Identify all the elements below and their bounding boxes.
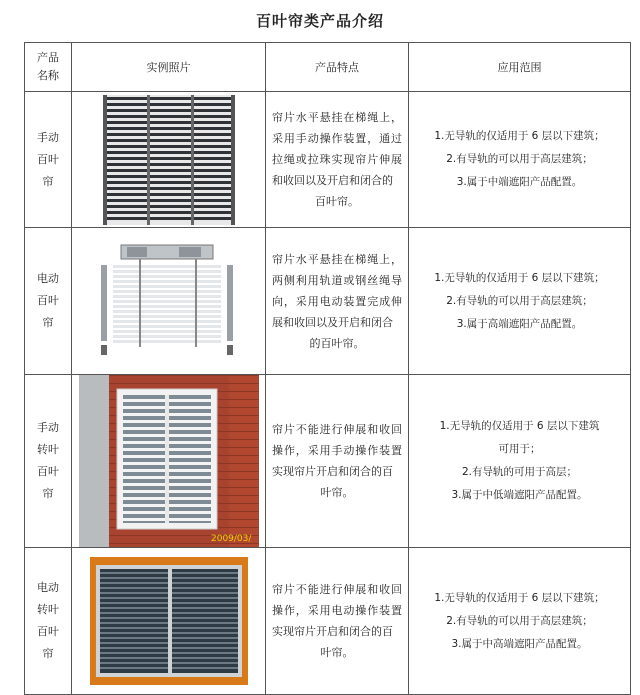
product-features: 帘片不能进行伸展和收回操作，采用电动操作装置实现帘片开启和闭合的百 叶帘。 <box>266 548 409 695</box>
header-photo: 实例照片 <box>72 43 266 92</box>
table-row <box>25 92 631 228</box>
product-features: 帘片水平悬挂在梯绳上，采用手动操作装置，通过拉绳或拉珠实现帘片伸展和收回以及开启和闭合的 百叶帘。 <box>266 92 409 228</box>
product-name: 手动 转叶 百叶 帘 <box>25 375 72 548</box>
product-features: 帘片不能进行伸展和收回操作，采用手动操作装置实现帘片开启和闭合的百 叶帘。 <box>266 375 409 548</box>
table-row <box>25 548 631 695</box>
table-row <box>25 375 631 548</box>
page-title: 百叶帘类产品介绍 <box>255 12 384 30</box>
manual-venetian-blind-photo <box>103 95 235 225</box>
header-features: 产品特点 <box>266 43 409 92</box>
product-name: 电动 转叶 百叶 帘 <box>25 548 72 695</box>
manual-rotating-louver-photo <box>79 375 259 547</box>
product-photo <box>72 92 266 228</box>
product-application: 1.无导轨的仅适用于 6 层以下建筑 可用于； 2.有导轨的可用于高层； 3.属于中低端遮阳产品配置。 <box>409 375 631 548</box>
product-features: 帘片水平悬挂在梯绳上，两侧利用轨道或钢丝绳导向，采用电动装置完成伸展和收回以及开启和闭合 的百叶帘。 <box>266 228 409 375</box>
product-name: 手动 百叶 帘 <box>25 92 72 228</box>
motorized-rotating-louver-photo <box>90 557 248 685</box>
product-photo <box>72 375 266 548</box>
product-photo <box>72 228 266 375</box>
product-application: 1.无导轨的仅适用于 6 层以下建筑； 2.有导轨的可以用于高层建筑； 3.属于中端遮阳产品配置。 <box>409 92 631 228</box>
product-application: 1.无导轨的仅适用于 6 层以下建筑； 2.有导轨的可以用于高层建筑； 3.属于高端遮阳产品配置。 <box>409 228 631 375</box>
header-row <box>25 43 631 92</box>
motorized-venetian-blind-photo <box>99 241 239 361</box>
header-name: 产品 名称 <box>25 43 72 92</box>
product-photo <box>72 548 266 695</box>
table-row <box>25 228 631 375</box>
header-application: 应用范围 <box>409 43 631 92</box>
photo-date-stamp: 2009/03/ <box>210 534 251 544</box>
product-application: 1.无导轨的仅适用于 6 层以下建筑； 2.有导轨的可以用于高层建筑； 3.属于中高端遮阳产品配置。 <box>409 548 631 695</box>
product-name: 电动 百叶 帘 <box>25 228 72 375</box>
product-table <box>24 42 631 695</box>
